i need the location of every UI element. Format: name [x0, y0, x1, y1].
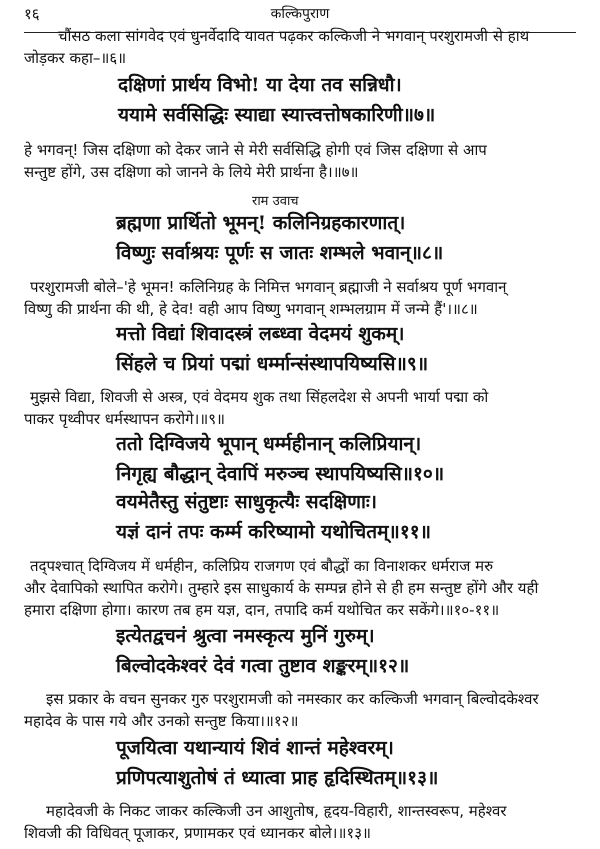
verse-line: दक्षिणां प्रार्थय विभो! या देया तव सन्निधौ। — [118, 74, 402, 96]
verse-line: बिल्वोदकेश्वरं देवं गत्वा तुष्टाव शङ्करम्॥१२॥ — [116, 655, 410, 677]
verse-line: विष्णुः सर्वाश्रयः पूर्णः स जातः शम्भले भवान्॥८॥ — [116, 242, 444, 264]
running-title: कल्किपुराण — [270, 6, 330, 22]
verse-line: ब्रह्मणा प्रार्थितो भूमन्! कलिनिग्रहकारणात्। — [116, 212, 406, 234]
prose-line: मुझसे विद्या, शिवजी से अस्त्र, एवं वेदमय शुक तथा सिंहलदेश से अपनी भार्या पद्मा को — [30, 388, 489, 406]
prose-line: शिवजी की विधिवत् पूजाकर, प्रणामकर एवं ध्यानकर बोले।॥१३॥ — [24, 824, 372, 842]
verse-line: वयमेतैस्तु संतुष्टाः साधुकृत्यैः सदक्षिणाः। — [116, 491, 377, 513]
prose-line: सन्तुष्ट होंगे, उस दक्षिणा को जानने के लिये मेरी प्रार्थना है।॥७॥ — [24, 163, 359, 181]
prose-line: महादेव के पास गये और उनको सन्तुष्ट किया।॥१२॥ — [24, 712, 299, 730]
verse-line: यज्ञं दानं तपः कर्म्म करिष्यामो यथोचितम्॥११॥ — [116, 521, 431, 543]
verse-line: ततो दिग्विजये भूपान् धर्म्महीनान् कलिप्रियान्। — [116, 433, 422, 455]
prose-line: परशुरामजी बोले–'हे भूमन! कलिनिग्रह के निमित्त भगवान् ब्रह्माजी ने सर्वाश्रय पूर्ण भगवान् — [30, 278, 507, 296]
prose-line: हमारा दक्षिणा होगा। कारण तब हम यज्ञ, दान, तपादि कर्म यथोचित कर सकेंगे।॥१०-११॥ — [24, 601, 500, 619]
prose-line: इस प्रकार के वचन सुनकर गुरु परशुरामजी को नमस्कार कर कल्किजी भगवान् बिल्वोदकेश्वर — [46, 690, 539, 708]
prose-line: हे भगवन्! जिस दक्षिणा को देकर जाने से मेरी सर्वसिद्धि होगी एवं जिस दक्षिणा से आप — [24, 141, 487, 159]
page-number: १६ — [24, 5, 40, 23]
verse-line: प्रणिपत्याशुतोषं तं ध्यात्वा प्राह हृदिस्थितम्॥१३॥ — [116, 767, 439, 789]
speaker-label: राम उवाच — [252, 194, 299, 209]
prose-line: महादेवजी के निकट जाकर कल्किजी उन आशुतोष, हृदय-विहारी, शान्तस्वरूप, महेश्वर — [46, 802, 507, 820]
prose-line: पाकर पृथ्वीपर धर्मस्थापन करोगे।॥९॥ — [24, 410, 226, 428]
prose-line: तद्पश्चात् दिग्विजय में धर्महीन, कलिप्रिय राजगण एवं बौद्धों का विनाशकर धर्मराज मरु — [30, 557, 494, 575]
prose-line: विष्णु की प्रार्थना की थी, हे देव! वही आप विष्णु भगवान् शम्भलग्राम में जन्मे हैं'।॥८॥ — [24, 300, 478, 318]
prose-line: जोड़कर कहा–॥६॥ — [24, 49, 127, 67]
prose-line: और देवापिको स्थापित करोगे। तुम्हारे इस साधुकार्य के सम्पन्न होने से ही हम सन्तुष्ट होंगे और यही — [24, 579, 539, 597]
verse-line: सिंहले च प्रियां पद्मां धर्म्मान्संस्थापयिष्यसि॥९॥ — [116, 353, 429, 375]
verse-line: पूजयित्वा यथान्यायं शिवं शान्तं महेश्वरम्। — [116, 737, 394, 759]
verse-line: मत्तो विद्यां शिवादस्त्रं लब्ध्वा वेदमयं शुकम्। — [116, 323, 405, 345]
verse-line: ययामे सर्वसिद्धिः स्याद्या स्यात्त्वत्तोषकारिणी॥७॥ — [118, 104, 436, 126]
verse-line: इत्येतद्वचनं श्रुत्वा नमस्कृत्य मुनिं गुरुम्। — [116, 625, 375, 647]
prose-line: चौंसठ कला सांगवेद एवं धुनर्वेदादि यावत पढ़कर कल्किजी ने भगवान् परशुरामजी से हाथ — [58, 27, 530, 45]
verse-line: निगृह्य बौद्धान् देवापिं मरुञ्च स्थापयिष्यसि॥१०॥ — [116, 463, 445, 485]
